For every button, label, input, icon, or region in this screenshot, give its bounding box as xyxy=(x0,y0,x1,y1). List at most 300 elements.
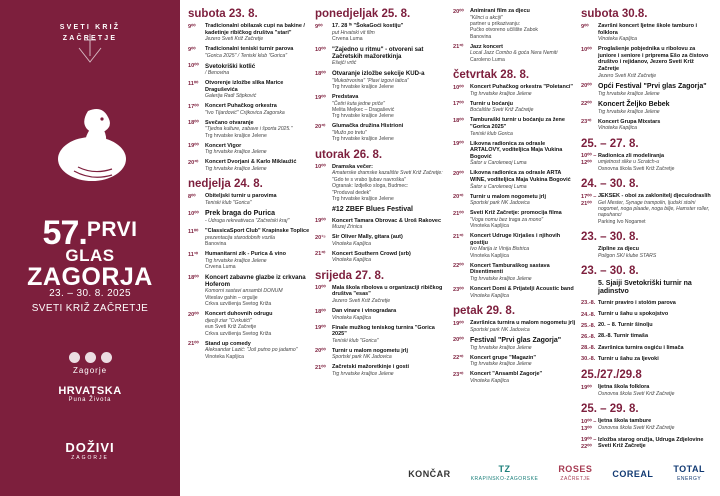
event-time: 19⁰⁰ xyxy=(315,218,326,225)
event-body xyxy=(470,337,576,351)
event-body xyxy=(205,311,310,337)
event-time xyxy=(315,206,332,207)
event-body xyxy=(470,263,576,283)
event-title: Sveti Križ Začretje: promocija filma xyxy=(470,210,562,217)
day-heading: 23. – 30. 8. xyxy=(581,231,639,244)
festival-word-glas: GLAS xyxy=(65,246,115,265)
event-time: 19⁰⁰ xyxy=(453,141,464,148)
event-title: Humanitarni zik - Purica & vino xyxy=(205,250,286,257)
event-detail: Trg hrvatske kraljice Jelene xyxy=(332,196,394,203)
event-detail: Trg hrvatske kraljice Jelene xyxy=(205,165,267,172)
program-event xyxy=(188,23,310,43)
event-detail: Trg hrvatske kraljice Jelene xyxy=(205,132,267,139)
event-body xyxy=(470,210,576,229)
event-body xyxy=(205,46,310,59)
program-event xyxy=(315,218,448,231)
sponsor-bar xyxy=(180,452,720,496)
event-time: 19⁰⁰ xyxy=(453,320,464,327)
event-time: 10⁰⁰ xyxy=(315,46,326,53)
program-event xyxy=(453,263,576,283)
event-body xyxy=(470,44,576,63)
event-body xyxy=(332,364,448,377)
program-event xyxy=(581,46,715,79)
event-title: Koncert zabavne glazbe iz crkvana Hoferom xyxy=(205,273,306,289)
event-body xyxy=(598,300,715,307)
event-time: 10⁰⁰ – 13⁰⁰ xyxy=(581,418,597,432)
program-event xyxy=(581,345,715,353)
dozivi-logo xyxy=(0,440,180,461)
event-title: Dramska večer: xyxy=(332,163,373,170)
program-event xyxy=(188,103,310,116)
event-title: Svečano otvaranje xyxy=(205,119,254,126)
event-detail: Local Jazz Combo & goća Nera Nemiti xyxy=(470,50,558,57)
event-title: Turnir u malom nogometu јrlj xyxy=(470,193,546,200)
festival-dates: 23. – 30. 8. 2025 xyxy=(49,288,131,299)
program-event xyxy=(453,210,576,229)
day-heading: subota 23. 8. xyxy=(188,8,258,20)
program-event xyxy=(581,437,715,452)
program-event xyxy=(581,384,715,397)
event-detail: Trg hrvatske kraljice Jelene xyxy=(598,108,660,115)
event-title: Stand up comedy xyxy=(205,340,251,347)
event-body xyxy=(470,117,576,137)
event-detail: Parking Ivo Nogamet xyxy=(598,218,646,225)
event-detail: Trg hrvatske kraljice Jelene xyxy=(205,257,267,264)
event-time: 20⁰⁰ xyxy=(453,170,464,177)
program-event xyxy=(581,246,715,259)
program-event xyxy=(453,44,576,63)
program-event xyxy=(315,23,448,42)
event-title: Ijetna škola tambure xyxy=(598,418,652,425)
event-detail: Sportski park NK Jadovica xyxy=(332,354,392,361)
program-event xyxy=(453,141,576,167)
event-time: 9⁰⁰ xyxy=(188,46,196,53)
event-detail: Gel Mester, Synage trampolin, ljudski stolni nogomet, noga plaade, noga bilje, Hamster roller, napuhanci xyxy=(598,199,710,219)
event-title: Proglašenje pobjednika u ribolovu za juniore i seniore i priprema Ešo za čistovo društvo i rejidanov, Jezero Sveti Križ Začretje xyxy=(598,46,709,72)
event-time: 22⁰⁰ xyxy=(581,101,592,108)
event-body xyxy=(205,63,310,77)
event-time: 19⁰⁰ xyxy=(581,384,592,391)
event-time: 11³⁰ xyxy=(188,251,199,258)
event-detail: "Gdo te s vrabo ljubav navroška" xyxy=(332,176,406,183)
event-time: 24.-8. xyxy=(581,311,596,318)
event-body xyxy=(332,251,448,264)
event-detail: Trg hrvatske kraljice Jelene xyxy=(332,84,394,91)
program-event xyxy=(315,46,448,67)
event-detail: Jezero Sveti Križ Začretje xyxy=(205,36,264,43)
event-body xyxy=(205,23,310,43)
event-body xyxy=(332,218,448,231)
program-column xyxy=(453,8,576,455)
event-title: Likovna radionica za odrasle ARTALOVY, voditeljica Maja Vukina Bogović xyxy=(470,140,563,160)
event-time: 18⁰⁰ xyxy=(188,274,199,281)
event-detail: Vinoteka Kapljica xyxy=(332,314,371,321)
program-event xyxy=(453,286,576,299)
day-heading: ponedjeljak 25. 8. xyxy=(315,8,411,20)
event-body xyxy=(332,70,448,90)
event-title: Mala škola ribolova u organizaciji ribičkog društva "esas" xyxy=(332,284,443,298)
event-title: "ClassicaSport Club" Krapinske Toplice xyxy=(205,227,310,234)
event-detail: Sportski park NK Jadovica xyxy=(470,200,530,207)
event-detail: partner u prikazivanju: xyxy=(470,21,521,27)
event-detail: "Mukotrvorina" "Plavi izgovi latica" xyxy=(332,77,409,84)
event-detail: Trg hrvatske kraljice Jelene xyxy=(470,361,532,368)
event-title: Koncert Puhačkog orkestra xyxy=(205,103,277,110)
event-detail: "Gorica 2025" / Teniski klub "Gorica" xyxy=(205,52,288,59)
event-body xyxy=(332,348,448,361)
event-body xyxy=(470,141,576,167)
hrvatska-logo xyxy=(0,385,180,403)
event-body xyxy=(205,228,310,247)
festival-place: SVETI KRIŽ ZAČRETJE xyxy=(31,303,149,314)
event-detail: Ivo Marija iz Vinija Bistrica xyxy=(470,246,530,253)
day-heading: 24. – 30. 8. xyxy=(581,177,639,190)
event-body xyxy=(598,23,715,43)
event-title: Tamburaški turnir u boćanju za žene "Gorica 2025" xyxy=(470,117,565,130)
event-body xyxy=(598,153,715,172)
event-title: Finale mužkog teniskog turnira "Gorica 2025" xyxy=(332,324,435,338)
event-time: 10⁰⁰ xyxy=(188,210,199,217)
program-event xyxy=(188,63,310,77)
event-time: 9⁰⁰ xyxy=(315,23,323,30)
event-time: 19⁰⁰ – 22⁰⁰ xyxy=(581,437,597,451)
program-event xyxy=(581,333,715,341)
event-time: 19⁰⁰ xyxy=(188,143,199,150)
event-time: 11⁰⁰ xyxy=(188,80,199,87)
event-body xyxy=(470,355,576,368)
event-detail: Vinoteka Kapljica xyxy=(598,36,637,43)
event-detail: Komorni sastavi ansambl DONUM xyxy=(205,288,283,295)
event-detail: "Četiri kuta jedne priče" xyxy=(332,100,385,107)
event-title: Koncert Grupa Mixstars xyxy=(598,118,661,125)
event-time: 18⁰⁰ xyxy=(188,120,199,127)
program-event xyxy=(453,337,576,351)
event-body xyxy=(598,356,715,363)
event-time: 17⁰⁰ xyxy=(453,101,464,108)
event-time: 10⁰⁰ xyxy=(581,46,592,53)
event-time: 9⁰⁰ xyxy=(188,23,196,30)
event-time: 20⁰⁰ xyxy=(188,311,199,318)
program-event xyxy=(188,341,310,360)
event-detail: Crkva uzvišenja Svetog Križa xyxy=(205,330,272,337)
event-body xyxy=(470,170,576,190)
event-title: Začretski mažoretkinje i gosti xyxy=(332,364,410,371)
event-detail: Vinoteka Kapljica xyxy=(470,377,509,384)
program-event xyxy=(581,101,715,115)
program-event xyxy=(188,274,310,308)
event-body xyxy=(332,94,448,120)
event-body xyxy=(205,103,310,116)
event-time: 25.-8. xyxy=(581,322,596,329)
event-title: Otvorenje izložbe slika Marice Draguševića xyxy=(205,79,284,93)
hrvatska-title: HRVATSKA xyxy=(58,385,122,397)
event-detail: Trg hrvatske kraljice Jelene xyxy=(332,370,394,377)
zagorje-label: Zagorje xyxy=(72,366,108,375)
event-detail: Vinoteka Kapljica xyxy=(470,252,509,259)
event-body xyxy=(205,120,310,139)
event-time: 19⁰⁰ xyxy=(315,94,326,101)
event-body xyxy=(332,325,448,345)
event-time: 19⁰⁰ xyxy=(315,325,326,332)
festival-title xyxy=(0,214,180,292)
event-time: 21⁰⁰ xyxy=(188,341,199,348)
dozivi-subtitle: ZAGORJE xyxy=(71,455,109,461)
event-body xyxy=(205,159,310,172)
event-body xyxy=(205,274,310,308)
event-detail: Melita Mejkec – Dragašević xyxy=(332,107,395,114)
event-detail: Ešejči vrtić xyxy=(332,60,357,67)
program-event xyxy=(315,94,448,120)
event-title: Dan vinare i vinogradara xyxy=(332,308,397,315)
program-column xyxy=(315,8,448,455)
event-detail: Osnovna škola Sveti Križ Začretje xyxy=(598,424,675,431)
program-event xyxy=(581,418,715,433)
event-title: JEKSEK - oboi za zaklonitelj djecu/odraslih xyxy=(598,192,711,199)
sponsor-koncar: KONČAR xyxy=(408,469,451,479)
event-detail: Šator u Caroleneoj Luma xyxy=(470,183,527,190)
event-detail: Boćalište Sveti Križ Začretje xyxy=(470,107,534,114)
event-body xyxy=(332,285,448,305)
event-body xyxy=(205,193,310,206)
event-title: 20. – 8. Turnir šinolju xyxy=(598,322,653,329)
event-detail: Teniski klub "Gorica" xyxy=(332,337,379,344)
event-body xyxy=(470,320,576,333)
event-body xyxy=(598,193,715,225)
event-body xyxy=(470,101,576,114)
program-event xyxy=(315,325,448,345)
event-body xyxy=(470,194,576,207)
event-detail: - Udruga rekreativaca "Začretski kraj" xyxy=(205,217,290,224)
event-detail: Trg hrvatske kraljice Jelene xyxy=(470,275,532,282)
event-detail: Vinoteka Kapljica xyxy=(470,292,509,299)
event-title: Tradicionalni obilazak cupi na bakine / kadetinje ribičkog društva "stari" xyxy=(205,23,305,36)
event-time: 10⁰⁰ – 12⁰⁰ xyxy=(581,153,597,167)
program-event xyxy=(188,311,310,337)
event-title: Koncert grupe "Magazin" xyxy=(470,354,537,361)
program-event xyxy=(315,348,448,361)
event-time: 21⁰⁰ xyxy=(315,364,326,371)
program-event xyxy=(188,228,310,247)
event-title: Predstava xyxy=(332,94,359,101)
event-time: 17⁰⁰ – 21⁰⁰ xyxy=(581,193,597,207)
program-event xyxy=(188,80,310,100)
event-body xyxy=(598,437,715,450)
event-detail: Vinoteka Kapljica xyxy=(332,240,371,247)
program-event xyxy=(315,308,448,321)
program-event xyxy=(315,123,448,142)
event-time xyxy=(581,280,598,281)
program-event xyxy=(315,251,448,264)
event-detail: djeciji ziar "Cvrkutići" xyxy=(205,317,252,324)
event-time: 9⁰⁰ xyxy=(581,23,589,30)
event-detail: Trg hrvatske kraljice Jelene xyxy=(470,90,532,97)
day-heading: utorak 26. 8. xyxy=(315,148,383,161)
program-event xyxy=(188,193,310,206)
program-columns xyxy=(180,0,720,455)
event-time: 21³⁰ xyxy=(453,233,464,240)
program-event xyxy=(315,364,448,377)
program-event xyxy=(453,233,576,259)
event-title: Svetokriški kotlić xyxy=(205,62,256,70)
event-body xyxy=(332,234,448,247)
event-time: 30.-8. xyxy=(581,356,596,363)
program-column xyxy=(188,8,310,455)
event-detail: Banovina xyxy=(470,33,492,40)
event-title: Koncert "Ansambl Zagorje" xyxy=(470,371,543,378)
event-title: Izložba starog oružja, Udruga Zdjelovine Sveti Križ Začretje xyxy=(598,436,704,450)
event-title: Turnir u malom nogometu јrlj xyxy=(332,347,408,354)
event-time: 20⁰⁰ xyxy=(315,348,326,355)
event-time: 23.-8. xyxy=(581,300,596,307)
event-title: Koncert Tamburaškog sastava Dixentimenti xyxy=(470,262,550,276)
event-detail: "Ivo Tijardović" Crijkovica Zagorska xyxy=(205,109,285,116)
event-title: Koncert Southern Crowd (srb) xyxy=(332,250,411,257)
pelican-illustration xyxy=(0,66,180,206)
program-event xyxy=(453,8,576,40)
event-body xyxy=(598,311,715,318)
program-event xyxy=(453,371,576,384)
program-event xyxy=(453,194,576,207)
program-event xyxy=(315,234,448,247)
event-detail: Poligon SKI klube STARS xyxy=(598,252,657,259)
event-body xyxy=(332,164,448,203)
event-detail: Amaterske dramske kazalište Sveti Križ Začretje: xyxy=(332,170,443,177)
left-panel xyxy=(0,0,180,496)
event-title: Zipline za djecu xyxy=(598,246,639,253)
program-event xyxy=(581,119,715,132)
program-event xyxy=(315,70,448,90)
event-time: 18⁰⁰ xyxy=(315,308,326,315)
event-title: Ijetna škola folklora xyxy=(598,384,650,391)
event-body xyxy=(598,345,715,352)
event-detail: Caroleno Luma xyxy=(470,56,505,63)
program-event xyxy=(315,164,448,203)
event-detail: Vinoteka Kapljica xyxy=(598,125,637,132)
event-time: 20³⁰ xyxy=(315,124,326,131)
event-title: 28.-8. Turnir timaša xyxy=(598,333,649,340)
program-event xyxy=(581,193,715,225)
event-title: Jazz koncert xyxy=(470,43,504,50)
event-detail: Crkva uzvišenja Svetog Križa xyxy=(205,301,272,308)
day-heading: subota 30.8. xyxy=(581,8,648,20)
sponsor-tz: TZ KRAPINSKO-ZAGORSKE xyxy=(470,464,539,482)
event-detail: prezentacija starodobnih vozila xyxy=(205,234,275,241)
event-time: 10⁰⁰ xyxy=(453,84,464,91)
event-body xyxy=(332,123,448,142)
event-title: Turnir u šahu u spokojstvo xyxy=(598,310,669,317)
event-title: Tradicionalni teniski turnir parova xyxy=(205,46,294,53)
event-body xyxy=(470,371,576,384)
program-event xyxy=(581,300,715,308)
event-detail: "Produval dedek" xyxy=(332,189,372,196)
event-title: Završnica turnira osgiću i limača xyxy=(598,344,684,351)
event-title: Opći Festival "Prvi glas Zagorja" xyxy=(598,82,707,90)
event-body xyxy=(598,101,715,115)
event-time: 28.-8. xyxy=(581,345,596,352)
program-event xyxy=(453,101,576,114)
event-title: Koncert Udruge Kirjašes i njihovih gostiju xyxy=(470,233,561,246)
event-time: 21³⁰ xyxy=(315,251,326,258)
paw-icon xyxy=(85,352,96,363)
program-event xyxy=(581,153,715,172)
day-heading: 25. – 27. 8. xyxy=(581,137,639,150)
event-title: Otvaranje izložbe sekcije KUD-a xyxy=(332,70,425,78)
program-event xyxy=(188,120,310,139)
sponsor-total-energy: TOTAL ENERGY xyxy=(673,464,705,482)
event-time: 26.-8. xyxy=(581,333,596,340)
event-body xyxy=(205,251,310,270)
event-body xyxy=(598,246,715,259)
paw-icons xyxy=(0,352,180,363)
event-body xyxy=(598,83,715,97)
event-detail: Trg hrvatske kraljice Jelene xyxy=(205,149,267,156)
event-detail: "Tjedna kulture, zabave i športa 2025." xyxy=(205,126,293,133)
event-detail: umjetnost slike u Scratch-u xyxy=(598,159,660,166)
event-detail: Trg hrvatske kraljice Jelene xyxy=(470,344,532,351)
event-body xyxy=(332,206,448,214)
day-heading: nedjelja 24. 8. xyxy=(188,178,263,191)
festival-word-prvi: PRVI xyxy=(86,218,138,241)
program-event xyxy=(581,322,715,330)
event-title: 17. 28 ᵗʰ "ŠokaGoći kostiju" xyxy=(332,23,404,29)
event-title: Radionica zli modeliranja xyxy=(598,152,665,159)
event-detail: Viteslav gahin – orgulje xyxy=(205,294,258,301)
event-detail: "Voga nomu bez traga za mono" xyxy=(470,216,544,223)
program-event xyxy=(188,210,310,224)
event-title: Glumačka družina Histrioni xyxy=(332,123,404,130)
event-body xyxy=(470,286,576,299)
event-time: 20⁰⁰ xyxy=(453,337,464,344)
event-detail: Teniski klub Gorica xyxy=(470,130,513,137)
event-title: Sir Oliver Mally, gitara (aut) xyxy=(332,234,403,241)
event-detail: put Hrvatski vit film xyxy=(332,29,375,36)
event-time: 11⁰⁰ xyxy=(188,228,199,235)
event-time: 22³⁰ xyxy=(453,355,464,362)
event-time: 17⁰⁰ xyxy=(188,103,199,110)
dozivi-title: DOŽIVI xyxy=(65,440,115,455)
event-body xyxy=(598,280,715,296)
zagorje-logo xyxy=(0,352,180,375)
event-detail: Crvena Luma xyxy=(332,36,363,42)
event-time: 23³⁰ xyxy=(453,371,464,378)
event-detail: Vinoteka Kapljica xyxy=(205,353,244,360)
event-title: Koncert Željko Bebek xyxy=(598,100,670,108)
program-event xyxy=(581,280,715,296)
event-title: Završni koncert Ijetne škole tamburo i folklora xyxy=(598,23,698,36)
event-title: Koncert duhovnih odrugu xyxy=(205,311,273,318)
program-event xyxy=(581,83,715,97)
event-title: Koncert Dvorjani & Karlo Miklaužić xyxy=(205,159,297,166)
event-time: 21⁰⁰ xyxy=(453,210,464,217)
event-time: 10⁰⁰ xyxy=(188,63,199,70)
program-event xyxy=(315,206,448,214)
program-event xyxy=(188,159,310,172)
event-time: 21³⁰ xyxy=(453,44,464,51)
program-event xyxy=(581,311,715,319)
event-title: Turnir u boćanju xyxy=(470,100,513,107)
event-body xyxy=(470,233,576,259)
event-time: 10⁰⁰ xyxy=(315,164,326,171)
event-body xyxy=(205,210,310,224)
festival-word-zagorja: ZAGORJA xyxy=(27,263,153,291)
event-time: 20¹⁵ xyxy=(315,234,326,241)
program-event xyxy=(581,23,715,43)
event-body xyxy=(470,8,576,40)
event-title: Animirani film za djecu xyxy=(470,8,530,14)
event-detail: / Benovina xyxy=(205,69,230,76)
program-event xyxy=(188,251,310,270)
event-detail: Galerija Radi Stipković xyxy=(205,93,257,100)
